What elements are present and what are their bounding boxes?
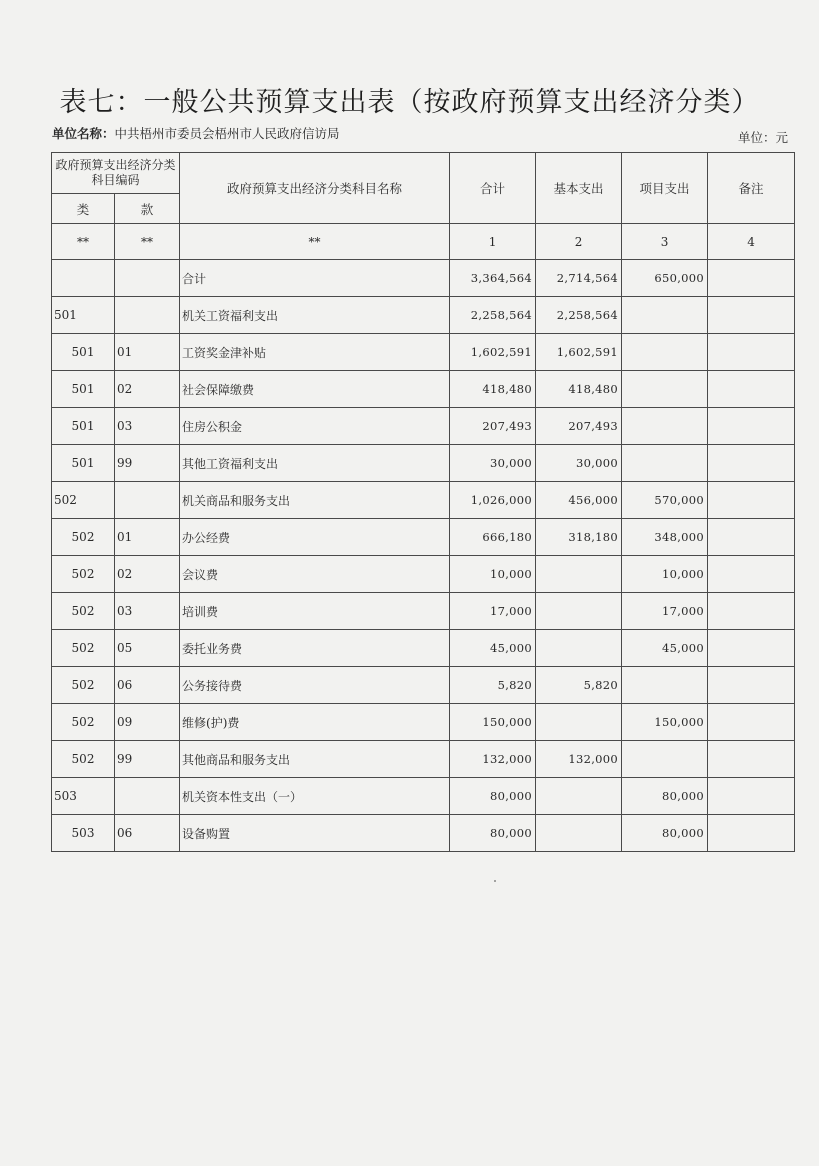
scan-speck <box>494 880 496 882</box>
cell-lei: 501 <box>52 371 115 408</box>
header-row <box>52 153 795 194</box>
table-row <box>52 630 795 667</box>
cell-project <box>622 334 708 371</box>
page-title: 表七：一般公共预算支出表（按政府预算支出经济分类） <box>59 87 760 118</box>
cell-lei: 503 <box>52 815 115 852</box>
cell-total: 132,000 <box>450 741 536 778</box>
cell-lei: 502 <box>52 519 115 556</box>
cell-project: 348,000 <box>622 519 708 556</box>
cell-kuan: 03 <box>115 408 180 445</box>
cell-basic: 30,000 <box>536 445 622 482</box>
table-row <box>52 334 795 371</box>
cell-name: 委托业务费 <box>180 630 450 667</box>
cell-project <box>622 741 708 778</box>
header-basic: 基本支出 <box>536 153 622 224</box>
cell-name: 住房公积金 <box>180 408 450 445</box>
cell-name: 机关工资福利支出 <box>180 297 450 334</box>
cell-project: 80,000 <box>622 815 708 852</box>
cell-basic <box>536 556 622 593</box>
table-row <box>52 741 795 778</box>
cell-basic <box>536 815 622 852</box>
header-kuan: 款 <box>115 194 180 224</box>
cell-lei: 502 <box>52 556 115 593</box>
cell-kuan: 99 <box>115 445 180 482</box>
cell-basic: 318,180 <box>536 519 622 556</box>
table-row <box>52 667 795 704</box>
cell-kuan: 01 <box>115 519 180 556</box>
cell-project: 10,000 <box>622 556 708 593</box>
cell-total: 666,180 <box>450 519 536 556</box>
cell-basic: 132,000 <box>536 741 622 778</box>
cell-note <box>708 593 795 630</box>
cell-kuan <box>115 482 180 519</box>
header-note: 备注 <box>708 153 795 224</box>
cell-total: 418,480 <box>450 371 536 408</box>
cell-kuan: 06 <box>115 667 180 704</box>
index-project: 3 <box>622 224 708 260</box>
cell-name: 机关商品和服务支出 <box>180 482 450 519</box>
cell-basic <box>536 704 622 741</box>
cell-project <box>622 408 708 445</box>
cell-note <box>708 371 795 408</box>
cell-kuan: 03 <box>115 593 180 630</box>
cell-total: 45,000 <box>450 630 536 667</box>
cell-lei: 501 <box>52 445 115 482</box>
cell-name: 其他工资福利支出 <box>180 445 450 482</box>
cell-note <box>708 519 795 556</box>
cell-project: 45,000 <box>622 630 708 667</box>
cell-name: 合计 <box>180 260 450 297</box>
table-row <box>52 778 795 815</box>
index-row <box>52 224 795 260</box>
cell-kuan <box>115 260 180 297</box>
cell-note <box>708 482 795 519</box>
cell-basic: 2,258,564 <box>536 297 622 334</box>
unit-label: 单位名称： <box>52 126 115 141</box>
cell-total: 1,026,000 <box>450 482 536 519</box>
cell-lei: 502 <box>52 741 115 778</box>
cell-name: 培训费 <box>180 593 450 630</box>
index-note: 4 <box>708 224 795 260</box>
header-project: 项目支出 <box>622 153 708 224</box>
cell-name: 设备购置 <box>180 815 450 852</box>
cell-basic <box>536 593 622 630</box>
cell-kuan: 06 <box>115 815 180 852</box>
cell-name: 机关资本性支出（一） <box>180 778 450 815</box>
cell-name: 维修(护)费 <box>180 704 450 741</box>
table-row <box>52 445 795 482</box>
cell-kuan: 02 <box>115 371 180 408</box>
cell-project: 17,000 <box>622 593 708 630</box>
header-code-group: 政府预算支出经济分类科目编码 <box>52 153 180 194</box>
cell-project: 150,000 <box>622 704 708 741</box>
cell-project: 650,000 <box>622 260 708 297</box>
cell-name: 其他商品和服务支出 <box>180 741 450 778</box>
table-row <box>52 408 795 445</box>
cell-lei: 501 <box>52 408 115 445</box>
cell-total: 10,000 <box>450 556 536 593</box>
cell-total: 5,820 <box>450 667 536 704</box>
cell-total: 17,000 <box>450 593 536 630</box>
cell-kuan: 05 <box>115 630 180 667</box>
table-row <box>52 519 795 556</box>
cell-project: 80,000 <box>622 778 708 815</box>
index-basic: 2 <box>536 224 622 260</box>
cell-note <box>708 741 795 778</box>
cell-kuan: 09 <box>115 704 180 741</box>
index-total: 1 <box>450 224 536 260</box>
header-total: 合计 <box>450 153 536 224</box>
unit-info <box>52 124 340 142</box>
cell-basic: 456,000 <box>536 482 622 519</box>
cell-basic <box>536 778 622 815</box>
cell-basic: 1,602,591 <box>536 334 622 371</box>
table-row <box>52 482 795 519</box>
index-lei: ** <box>52 224 115 260</box>
cell-basic: 207,493 <box>536 408 622 445</box>
cell-total: 1,602,591 <box>450 334 536 371</box>
cell-name: 工资奖金津补贴 <box>180 334 450 371</box>
cell-note <box>708 408 795 445</box>
cell-lei: 502 <box>52 593 115 630</box>
cell-total: 150,000 <box>450 704 536 741</box>
cell-total: 2,258,564 <box>450 297 536 334</box>
cell-note <box>708 815 795 852</box>
cell-note <box>708 297 795 334</box>
cell-kuan <box>115 297 180 334</box>
cell-note <box>708 778 795 815</box>
cell-lei: 503 <box>52 778 115 815</box>
header-name: 政府预算支出经济分类科目名称 <box>180 153 450 224</box>
cell-kuan <box>115 778 180 815</box>
cell-basic: 2,714,564 <box>536 260 622 297</box>
cell-note <box>708 260 795 297</box>
cell-project <box>622 297 708 334</box>
cell-basic: 418,480 <box>536 371 622 408</box>
table-row <box>52 371 795 408</box>
table-row <box>52 260 795 297</box>
cell-basic: 5,820 <box>536 667 622 704</box>
cell-total: 30,000 <box>450 445 536 482</box>
table-row <box>52 593 795 630</box>
index-kuan: ** <box>115 224 180 260</box>
cell-project: 570,000 <box>622 482 708 519</box>
cell-note <box>708 704 795 741</box>
cell-lei: 502 <box>52 704 115 741</box>
cell-note <box>708 556 795 593</box>
cell-kuan: 02 <box>115 556 180 593</box>
cell-kuan: 01 <box>115 334 180 371</box>
cell-note <box>708 667 795 704</box>
cell-lei: 501 <box>52 297 115 334</box>
index-name: ** <box>180 224 450 260</box>
cell-note <box>708 334 795 371</box>
cell-total: 80,000 <box>450 815 536 852</box>
header-lei: 类 <box>52 194 115 224</box>
table-row <box>52 815 795 852</box>
cell-lei: 502 <box>52 482 115 519</box>
cell-note <box>708 445 795 482</box>
cell-name: 社会保障缴费 <box>180 371 450 408</box>
cell-total: 3,364,564 <box>450 260 536 297</box>
table-row <box>52 556 795 593</box>
expenditure-table <box>51 152 795 852</box>
unit-name: 中共梧州市委员会梧州市人民政府信访局 <box>114 126 340 141</box>
cell-note <box>708 630 795 667</box>
cell-lei: 502 <box>52 630 115 667</box>
cell-name: 办公经费 <box>180 519 450 556</box>
cell-project <box>622 445 708 482</box>
cell-kuan: 99 <box>115 741 180 778</box>
table-row <box>52 297 795 334</box>
table-row <box>52 704 795 741</box>
cell-total: 207,493 <box>450 408 536 445</box>
cell-project <box>622 667 708 704</box>
cell-project <box>622 371 708 408</box>
cell-lei: 502 <box>52 667 115 704</box>
cell-lei <box>52 260 115 297</box>
cell-lei: 501 <box>52 334 115 371</box>
cell-basic <box>536 630 622 667</box>
cell-name: 公务接待费 <box>180 667 450 704</box>
cell-name: 会议费 <box>180 556 450 593</box>
cell-total: 80,000 <box>450 778 536 815</box>
currency-unit: 单位：元 <box>738 130 789 145</box>
